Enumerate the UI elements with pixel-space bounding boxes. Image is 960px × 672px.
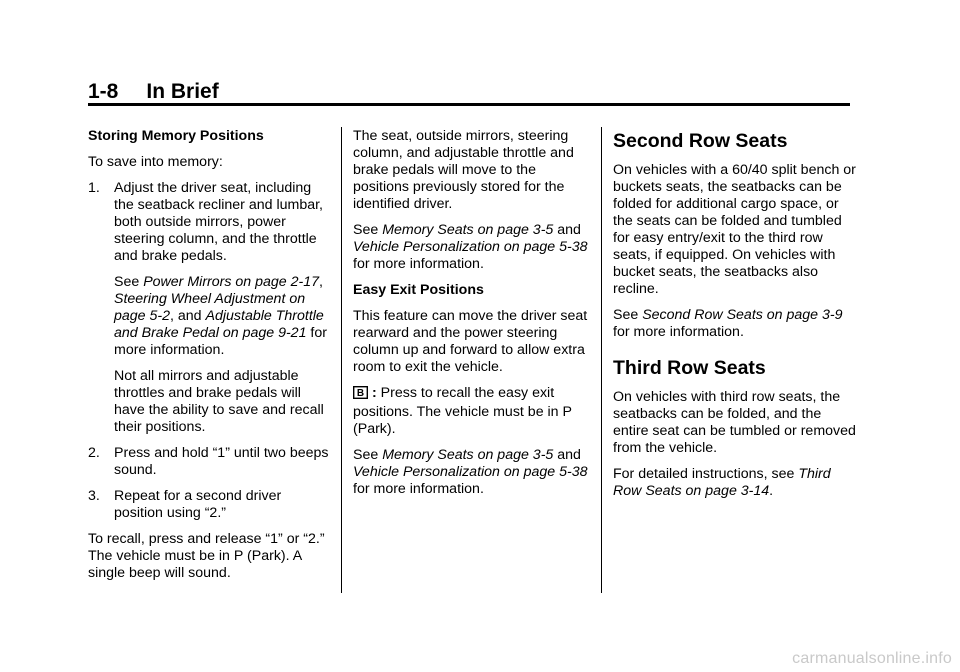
step-number: 2. <box>88 445 100 461</box>
section-title: In Brief <box>146 80 219 103</box>
column-divider-1 <box>341 127 342 593</box>
step-number: 3. <box>88 488 100 504</box>
step-number: 1. <box>88 180 100 196</box>
ref-steering-wheel[interactable]: Steering Wheel Adjustment on page 5-2 <box>114 291 306 324</box>
see-also-paragraph: See Power Mirrors on page 2-17, Steering Wheel Adjustment on page 5-2, and Adjustable Throttle and Brake Pedal on page 9-21 for more information. <box>114 274 327 358</box>
step-3 <box>88 488 332 522</box>
ref-vehicle-personalization[interactable]: Vehicle Personalization on page 5-38 <box>353 464 588 480</box>
column-3 <box>613 128 858 509</box>
second-row-text: On vehicles with a 60/40 split bench or buckets seats, the seatbacks can be folded for additional cargo space, or the seats can be folded and tumbled for easy entry/exit to the third row seats, if equipped. On vehicles with bucket seats, the seatbacks also recline. <box>613 162 856 297</box>
column-2 <box>353 128 590 507</box>
page-header <box>88 80 219 104</box>
memory-b-button-icon <box>353 386 368 404</box>
recall-paragraph: To recall, press and release “1” or “2.” The vehicle must be in P (Park). A single beep will sound. <box>88 531 325 581</box>
see-also-memory: See Memory Seats on page 3-5 and Vehicle Personalization on page 5-38 for more information. <box>353 222 588 272</box>
see-also-second-row: See Second Row Seats on page 3-9 for more information. <box>613 307 843 340</box>
see-also-third-row: For detailed instructions, see Third Row Seats on page 3-14. <box>613 466 831 499</box>
ref-throttle-brake[interactable]: Adjustable Throttle and Brake Pedal on page 9-21 <box>114 308 324 341</box>
step-2 <box>88 445 332 479</box>
see-also-easy-exit: See Memory Seats on page 3-5 and Vehicle Personalization on page 5-38 for more information. <box>353 447 588 497</box>
third-row-text: On vehicles with third row seats, the seatbacks can be folded, and the entire seat can be tumbled or removed from the vehicle. <box>613 389 856 456</box>
step-text: Repeat for a second driver position using “2.” <box>114 488 282 521</box>
third-row-seats-title: Third Row Seats <box>613 357 766 379</box>
ref-third-row-seats[interactable]: Third Row Seats on page 3-14 <box>613 466 831 499</box>
second-row-seats-title: Second Row Seats <box>613 130 788 152</box>
step-text: Press and hold “1” until two beeps sound. <box>114 445 329 478</box>
easy-exit-text: This feature can move the driver seat rearward and the power steering column up and forward to allow extra room to exit the vehicle. <box>353 308 588 375</box>
svg-text:B: B <box>356 388 365 399</box>
ref-power-mirrors[interactable]: Power Mirrors on page 2-17 <box>143 274 320 290</box>
ref-memory-seats[interactable]: Memory Seats on page 3-5 <box>382 222 554 238</box>
column-1 <box>88 128 332 591</box>
column-divider-2 <box>601 127 602 593</box>
step-note: Not all mirrors and adjustable throttles and brake pedals will have the ability to save and recall their positions. <box>114 368 324 435</box>
ref-memory-seats[interactable]: Memory Seats on page 3-5 <box>382 447 554 463</box>
watermark: carmanualsonline.info <box>792 650 952 667</box>
easy-exit-button-text: B : Press to recall the easy exit positions. The vehicle must be in P (Park). <box>353 385 572 437</box>
step-text: Adjust the driver seat, including the seatback recliner and lumbar, both outside mirrors, power steering column, and the throttle and brake pedals. <box>114 180 323 264</box>
storing-memory-heading: Storing Memory Positions <box>88 128 264 144</box>
step-1 <box>88 180 332 436</box>
ref-second-row-seats[interactable]: Second Row Seats on page 3-9 <box>642 307 843 323</box>
ref-vehicle-personalization[interactable]: Vehicle Personalization on page 5-38 <box>353 239 588 255</box>
header-rule <box>88 103 850 106</box>
save-intro: To save into memory: <box>88 154 223 170</box>
page-number: 1-8 <box>88 80 119 103</box>
memory-recall-text: The seat, outside mirrors, steering column, and adjustable throttle and brake pedals will move to the positions previously stored for the identified driver. <box>353 128 574 212</box>
icon-colon: : <box>372 385 377 401</box>
easy-exit-heading: Easy Exit Positions <box>353 282 484 298</box>
